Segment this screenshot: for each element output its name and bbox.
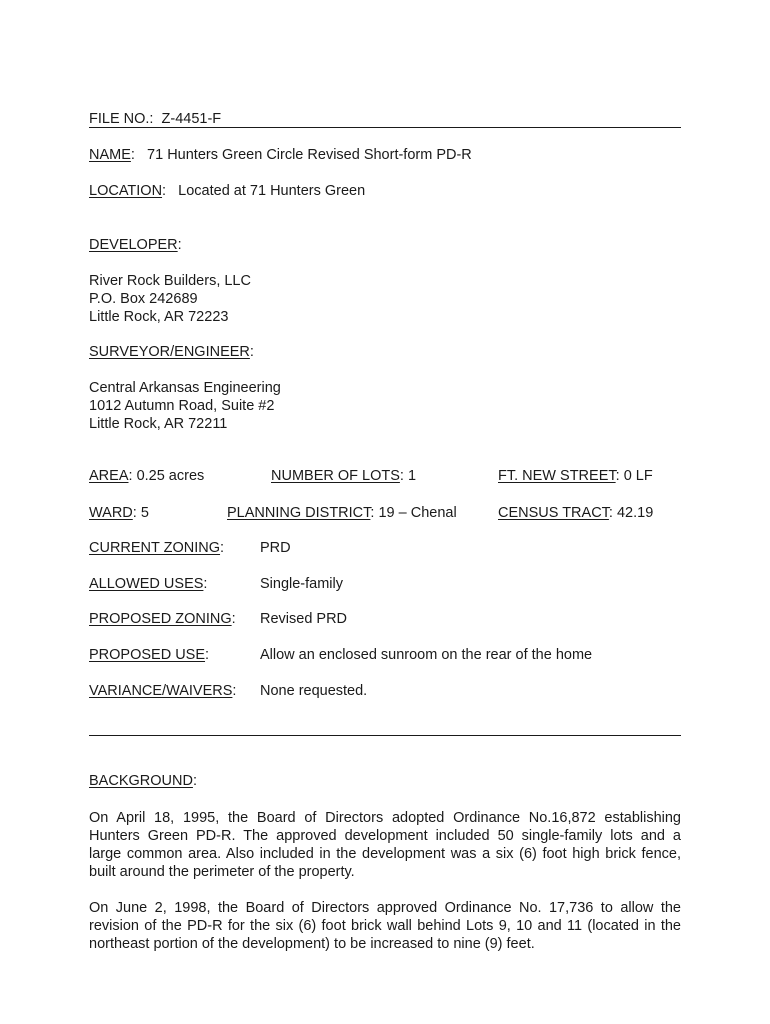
surveyor-line: Central Arkansas Engineering — [89, 380, 281, 396]
developer-line: River Rock Builders, LLC — [89, 273, 251, 289]
street-label: FT. NEW STREET — [498, 468, 616, 484]
district-value: 19 – Chenal — [378, 505, 457, 521]
paragraph-line: built around the perimeter of the property. — [89, 864, 355, 880]
paragraph-line: large common area. Also included in the development was a six (6) foot high brick fence, — [89, 846, 681, 862]
background-label: BACKGROUND — [89, 773, 193, 789]
surveyor-line: Little Rock, AR 72211 — [89, 416, 228, 432]
background-heading: BACKGROUND: — [89, 773, 197, 789]
paragraph-line: northeast portion of the development) to be increased to nine (9) feet. — [89, 936, 535, 952]
district-label: PLANNING DISTRICT — [227, 505, 371, 521]
file-no-value: Z-4451-F — [161, 111, 222, 127]
developer-heading: DEVELOPER: — [89, 237, 182, 253]
area-field: AREA: 0.25 acres — [89, 468, 205, 484]
name-value: 71 Hunters Green Circle Revised Short-form PD-R — [147, 147, 472, 163]
paragraph-line: revision of the PD-R for the six (6) foot brick wall behind Lots 9, 10 and 11 (located in the — [89, 918, 681, 934]
tract-label: CENSUS TRACT — [498, 505, 609, 521]
tract-value: 42.19 — [616, 505, 654, 521]
lots-field: NUMBER OF LOTS: 1 — [271, 468, 417, 484]
location-value: Located at 71 Hunters Green — [178, 183, 366, 199]
name-label: NAME — [89, 147, 131, 163]
file-number-header — [89, 111, 221, 127]
lots-value: 1 — [407, 468, 417, 484]
surveyor-label: SURVEYOR/ENGINEER — [89, 344, 250, 360]
location-label: LOCATION — [89, 183, 163, 199]
zoning-value: PRD — [260, 540, 291, 556]
header-rule — [89, 127, 681, 128]
surveyor-address — [89, 379, 281, 433]
zoning-value: Single-family — [260, 576, 343, 592]
zoning-value: Allow an enclosed sunroom on the rear of the home — [260, 647, 593, 663]
ward-field: WARD: 5 — [89, 505, 149, 521]
zoning-label: ALLOWED USES: — [89, 576, 208, 592]
area-value: 0.25 acres — [136, 468, 205, 484]
zoning-label: CURRENT ZONING: — [89, 540, 225, 556]
developer-line: Little Rock, AR 72223 — [89, 309, 229, 325]
developer-label: DEVELOPER — [89, 237, 178, 253]
section-rule — [89, 735, 681, 736]
tract-field: CENSUS TRACT: 42.19 — [498, 505, 654, 521]
area-label: AREA — [89, 468, 129, 484]
paragraph-line: Hunters Green PD-R. The approved development included 50 single-family lots and a — [89, 828, 681, 844]
surveyor-line: 1012 Autumn Road, Suite #2 — [89, 398, 275, 414]
developer-line: P.O. Box 242689 — [89, 291, 198, 307]
name-row: NAME: 71 Hunters Green Circle Revised Short-form PD-R — [89, 147, 472, 163]
district-field: PLANNING DISTRICT: 19 – Chenal — [227, 505, 457, 521]
zoning-label: PROPOSED ZONING: — [89, 611, 236, 627]
ward-value: 5 — [140, 505, 149, 521]
street-value: 0 LF — [623, 468, 653, 484]
zoning-label: PROPOSED USE: — [89, 647, 210, 663]
paragraph-line: On June 2, 1998, the Board of Directors approved Ordinance No. 17,736 to allow the — [89, 900, 681, 916]
zoning-value: None requested. — [260, 683, 368, 699]
paragraph-line: On April 18, 1995, the Board of Directors adopted Ordinance No.16,872 establishing — [89, 810, 681, 826]
ward-label: WARD — [89, 505, 133, 521]
location-row: LOCATION: Located at 71 Hunters Green — [89, 183, 366, 199]
background-paragraph-2 — [89, 899, 681, 953]
zoning-label: VARIANCE/WAIVERS: — [89, 683, 237, 699]
developer-address — [89, 272, 251, 326]
file-no-label: FILE NO.: — [89, 111, 154, 127]
street-field: FT. NEW STREET: 0 LF — [498, 468, 653, 484]
lots-label: NUMBER OF LOTS — [271, 468, 400, 484]
background-paragraph-1 — [89, 809, 681, 881]
surveyor-heading: SURVEYOR/ENGINEER: — [89, 344, 254, 360]
zoning-value: Revised PRD — [260, 611, 348, 627]
